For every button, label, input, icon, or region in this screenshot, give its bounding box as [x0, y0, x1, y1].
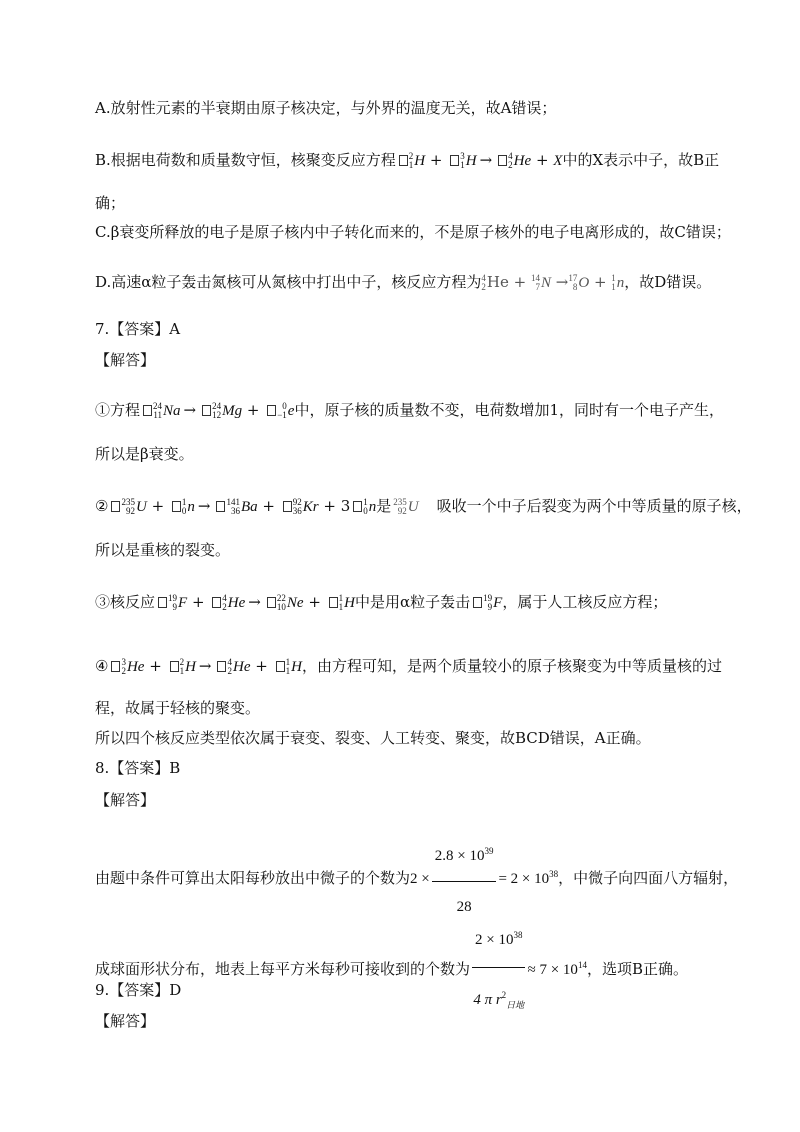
- explanation-a: A.放射性元素的半衰期由原子核决定，与外界的温度无关，故A错误；: [95, 99, 557, 117]
- nitrogen-reaction-equation: 4 2 He + 14 7 N → 17 8 O + 1 1 n: [481, 273, 625, 292]
- answer-8: 8.【答案】B: [95, 759, 181, 777]
- neutrino-count-line: 由题中条件可算出太阳每秒放出中微子的个数为2 × $\frac{2.8 \times 10^{39}}{28}$ = $2 \times 10^{38}$，中微子向四面八方辐射，: [95, 828, 738, 930]
- fraction-1: $\frac{2.8 \times 10^{39}}{28}$: [432, 828, 497, 930]
- neutrino-flux-line: 成球面形状分布，地表上每平方米每秒可接收到的个数为 $\frac{2 \times 10^{38}}{4 \pi r^2_{日地}}$ ≈ $7 \times 10^{14}$，选项B正确。: [95, 910, 688, 1030]
- explanation-b-cont: 确；: [95, 194, 126, 212]
- reaction-4: ④ 3 2 He + 2 1 H → 4 2 He + 1 1 H，由方程可知，是两个质量较小的原子核聚变为中等质量核的过: [95, 657, 722, 676]
- explanation-c: C.β衰变所释放的电子是原子核内中子转化而来的，不是原子核外的电子电离形成的，故C错误；: [95, 223, 731, 241]
- reaction-2: ② 235 92 U + 1 0 n → 141 36 Ba + 92 36 Kr + 3 1 0 n是 235 92 U 吸收一个中子后裂变为两个中等质量的原子核，: [95, 497, 752, 516]
- summary-line: 所以四个核反应类型依次属于衰变、裂变、人工转变、聚变，故BCD错误，A正确。: [95, 729, 651, 747]
- solution-7-heading: 【解答】: [95, 351, 156, 369]
- solution-9-heading: 【解答】: [95, 1012, 156, 1030]
- reaction-3: ③核反应 19 9 F + 4 2 He → 22 10 Ne + 1 1 H中是用α粒子轰击 19 9 F，属于人工核反应方程；: [95, 593, 668, 612]
- reaction-4-cont: 程，故属于轻核的聚变。: [95, 699, 261, 717]
- reaction-1: ①方程 24 11 Na → 24 12 Mg + 0 −1 e中，原子核的质量数不变，电荷数增加1，同时有一个电子产生，: [95, 401, 725, 420]
- fraction-2: $\frac{2 \times 10^{38}}{4 \pi r^2_{日地}}$: [472, 910, 525, 1030]
- reaction-2-cont: 所以是重核的裂变。: [95, 541, 231, 559]
- reaction-1-cont: 所以是β衰变。: [95, 445, 194, 463]
- solution-8-heading: 【解答】: [95, 791, 156, 809]
- answer-7: 7.【答案】A: [95, 320, 181, 338]
- explanation-d: D.高速α粒子轰击氮核可从氮核中打出中子，核反应方程为 4 2 He + 14 7 N → 17 8 O + 1 1 n，故D错误。: [95, 273, 712, 292]
- explanation-b: B.根据电荷数和质量数守恒，核聚变反应方程 2 1 H + 3 1 H → 4 2 He + X中的X表示中子，故B正: [95, 151, 720, 170]
- answer-9: 9.【答案】D: [95, 981, 182, 999]
